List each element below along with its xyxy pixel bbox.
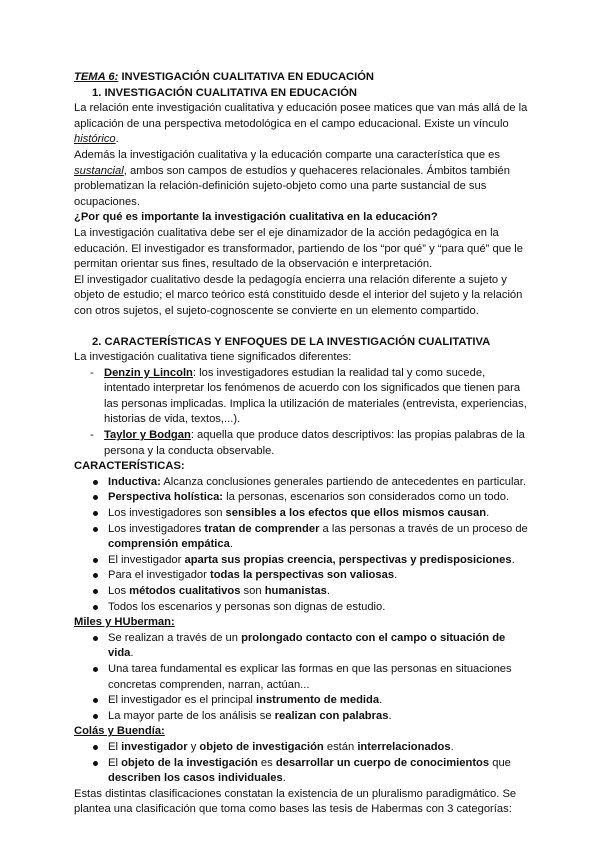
list-item: [74, 475, 530, 491]
list-item: [74, 693, 530, 709]
title-prefix: TEMA 6:: [74, 71, 119, 83]
list-item: [74, 366, 530, 428]
list-item: Una tarea fundamental es explicar las formas en que las personas en situaciones concretas comprenden, narran, actúan...: [74, 662, 530, 693]
bold: investigador: [121, 740, 188, 753]
text: .: [379, 694, 383, 707]
text: El: [108, 756, 122, 769]
list-item: [74, 631, 530, 662]
section1-paragraph-4: El investigador cualitativo desde la pedagogía encierra una relación diferente a sujeto y objeto de estudio; el marco teórico está constituido desde el interior del sujeto y la relación con otros sujetos, el sujeto-cognoscente se convierte en un elemento compartido.: [74, 273, 523, 317]
text: Además la investigación cualitativa y la educación comparte una característica que es: [74, 148, 500, 161]
text: son: [240, 585, 265, 597]
text: están: [323, 740, 358, 753]
text: El investigador es el principal: [108, 694, 256, 707]
bold: sensibles a los efectos que ellos mismos causan: [225, 507, 487, 520]
list-item: [74, 740, 530, 756]
text: La mayor parte de los análisis se: [108, 709, 275, 722]
bold: tratan de comprender: [204, 522, 320, 535]
bold: aparta sus propias creencia, perspectivas y predisposiciones: [184, 553, 512, 566]
colas-list: [74, 740, 530, 787]
text: .: [229, 538, 233, 551]
list-item: Todos los escenarios y personas son dignas de estudio.: [74, 600, 530, 616]
list-item: [74, 709, 530, 725]
bold: objeto de investigación: [199, 740, 324, 753]
list-item: [74, 756, 530, 787]
emphasis: histórico: [74, 133, 116, 146]
text: .: [394, 569, 398, 582]
bold: interrelacionados: [357, 740, 451, 753]
text: El investigador: [108, 553, 185, 566]
bold: objeto de la investigación: [121, 756, 258, 769]
bold: humanistas: [264, 585, 327, 597]
text: .: [130, 647, 134, 660]
text: .: [486, 507, 490, 520]
miles-heading: Miles y HUberman:: [74, 616, 175, 629]
text: : los investigadores estudian la realidad tal y como sucede, intentado interpretar los fenómenos de acuerdo con los significados que tienen para las personas implicadas. Implica la utilización de materiales (entrevista, experiencias, historias de vida, textos,...).: [104, 366, 527, 426]
miles-list: [74, 631, 530, 725]
text: Alcanza conclusiones generales partiendo de antecedentes en particular.: [160, 475, 526, 488]
section1-paragraph-2: [74, 148, 530, 210]
text: es: [257, 756, 276, 769]
author-label: Denzin y Lincoln: [104, 366, 193, 379]
definitions-list: [74, 366, 530, 460]
text: y: [187, 740, 200, 753]
list-item: [74, 490, 530, 506]
section2-intro: La investigación cualitativa tiene significados diferentes:: [74, 351, 352, 364]
text: a las personas a través de un proceso de: [319, 522, 528, 535]
text: El: [108, 740, 122, 753]
text: Los investigadores: [108, 522, 205, 535]
text: , ambos son campos de estudios y quehaceres relacionales. Ámbitos también problematizan la relación-definición sujeto-objeto como una parte sustancial de sus ocupaciones.: [74, 164, 510, 208]
bold: describen los casos individuales: [108, 772, 283, 785]
text: la personas, escenarios son considerados como un todo.: [223, 491, 510, 504]
text: : aquella que produce datos descriptivos: las propias palabras de la persona y la conducta observable.: [104, 429, 525, 457]
section1-heading: 1. INVESTIGACIÓN CUALITATIVA EN EDUCACIÓN: [92, 86, 357, 99]
bold: todas la perspectivas son valiosas: [210, 569, 395, 582]
section2-heading: 2. CARACTERÍSTICAS Y ENFOQUES DE LA INVESTIGACIÓN CUALITATIVA: [92, 335, 491, 348]
bold: métodos cualitativos: [129, 585, 241, 597]
list-item: [74, 506, 530, 522]
list-item: [74, 584, 530, 600]
document-body: [74, 70, 530, 818]
bold: desarrollar un cuerpo de conocimientos: [275, 756, 490, 769]
caracteristicas-list: [74, 475, 530, 615]
list-item: [74, 553, 530, 569]
text: La relación ente investigación cualitativa y educación posee matices que van más allá de la aplicación de una perspectiva metodológica en el campo educacional. Existe un vínculo: [74, 102, 528, 130]
bold: prolongado contacto con el campo o situación de vida: [108, 631, 506, 660]
text: .: [115, 133, 119, 146]
list-item: [74, 522, 530, 553]
text: Los investigadores son: [108, 507, 226, 520]
text: Los: [108, 585, 130, 597]
bold: Inductiva:: [108, 475, 161, 488]
bold: instrumento de medida: [256, 694, 380, 707]
bold: Perspectiva holística:: [108, 491, 224, 504]
page-title: [74, 70, 530, 86]
text: .: [511, 553, 515, 566]
text: .: [450, 740, 454, 753]
colas-heading: Colás y Buendía:: [74, 725, 165, 738]
closing-paragraph: Estas distintas clasificaciones constatan la existencia de un pluralismo paradigmático. Se plantea una clasificación que toma como bases las tesis de Habermas con 3 categorías:: [74, 787, 517, 816]
emphasis: sustancial: [74, 164, 124, 177]
text: .: [326, 585, 330, 597]
author-label: Taylor y Bodgan: [104, 429, 191, 442]
text: Para el investigador: [108, 569, 210, 582]
list-item: [74, 568, 530, 584]
section1-paragraph-3: La investigación cualitativa debe ser el eje dinamizador de la acción pedagógica en la educación. El investigador es transformador, partiendo de los “por qué” y “para qué” que le permitan orientar sus fines, resultado de la observación e interpretación.: [74, 226, 524, 271]
text: .: [388, 709, 392, 722]
caracteristicas-heading: CARACTERÍSTICAS:: [74, 460, 185, 473]
text: .: [282, 772, 286, 785]
text: que: [489, 756, 511, 769]
bold: comprensión empática: [108, 538, 230, 551]
section1-question: ¿Por qué es importante la investigación cualitativa en la educación?: [74, 211, 438, 224]
section1-paragraph-1: [74, 101, 530, 148]
bold: realizan con palabras: [274, 709, 389, 722]
list-item: [74, 428, 530, 459]
text: Se realizan a través de un: [108, 631, 242, 644]
title-text: INVESTIGACIÓN CUALITATIVA EN EDUCACIÓN: [118, 71, 374, 83]
